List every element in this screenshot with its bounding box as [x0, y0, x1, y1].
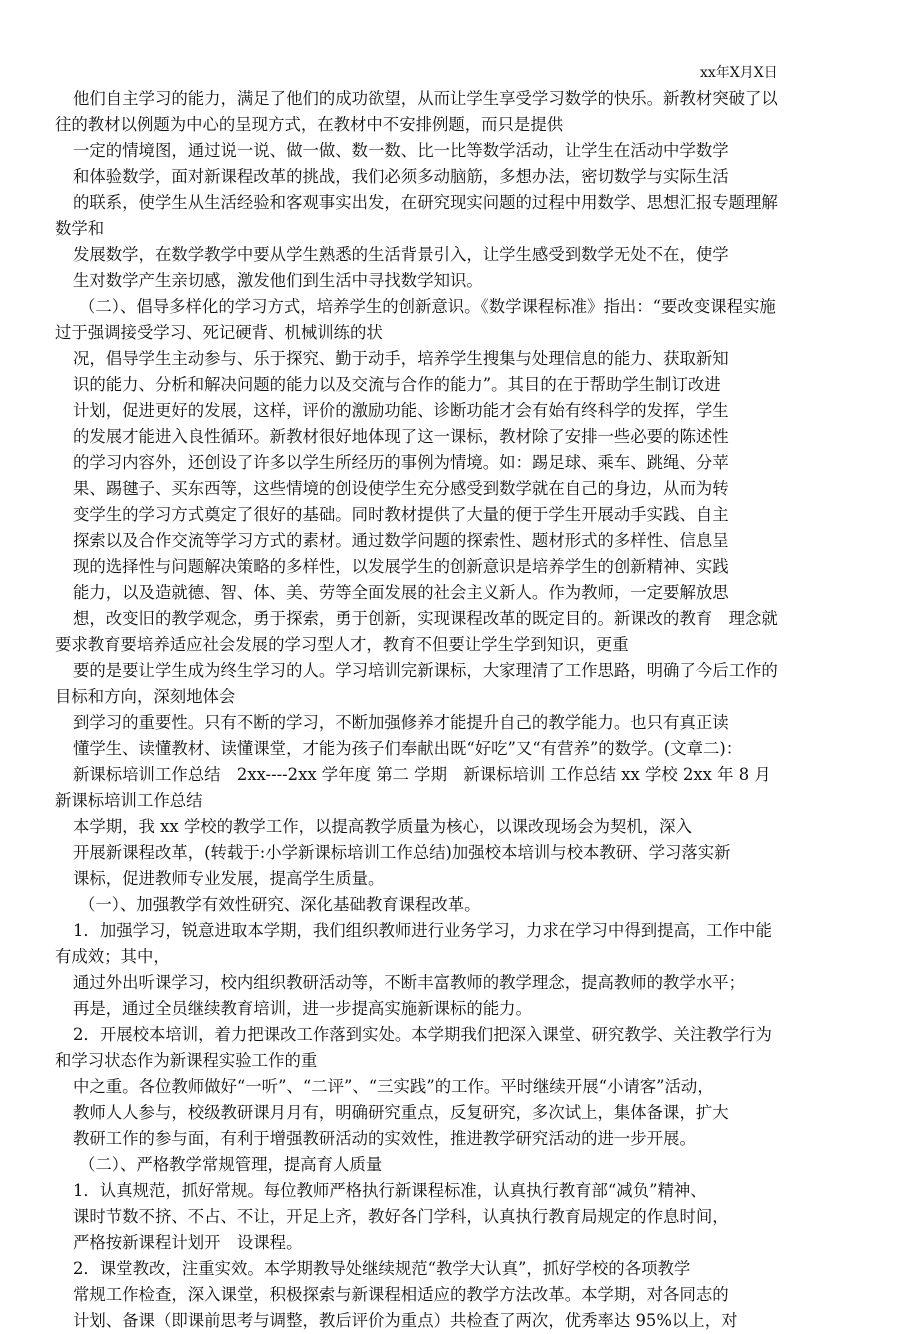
text-line: 中之重。各位教师做好“一听”、“二评”、“三实践”的工作。平时继续开展“小请客”活动，: [73, 1077, 714, 1096]
text-line: 常规工作检查，深入课堂，积极探索与新课程相适应的教学方法改革。本学期，对各同志的: [73, 1285, 729, 1304]
text-line: 和学习状态作为新课程实验工作的重: [55, 1051, 318, 1070]
text-line: 数学和: [55, 219, 105, 238]
text-line: 1．加强学习，锐意进取本学期，我们组织教师进行业务学习，力求在学习中得到提高，工作中能: [73, 921, 772, 940]
text-line: 探索以及合作交流等学习方式的素材。通过数学问题的探索性、题材形式的多样性、信息呈: [73, 531, 729, 550]
text-line: 他们自主学习的能力，满足了他们的成功欲望，从而让学生享受学习数学的快乐。新教材突破了以: [73, 89, 778, 108]
text-line: 计划、备课（即课前思考与调整，教后评价为重点）共检查了两次，优秀率达 95%以上，对: [73, 1311, 738, 1330]
text-line: 有成效；其中，: [55, 947, 170, 966]
text-line: （一）、加强教学有效性研究、深化基础教育课程改革。: [79, 895, 481, 914]
text-line: 和体验数学，面对新课程改革的挑战，我们必须多动脑筋，多想办法，密切数学与实际生活: [73, 167, 729, 186]
text-line: 新课标培训工作总结: [55, 791, 203, 810]
text-line: 到学习的重要性。只有不断的学习，不断加强修养才能提升自己的教学能力。也只有真正读: [73, 713, 729, 732]
text-line: 一定的情境图，通过说一说、做一做、数一数、比一比等数学活动，让学生在活动中学数学: [73, 141, 729, 160]
text-line: 现的选择性与问题解决策略的多样性，以发展学生的创新意识是培养学生的创新精神、实践: [73, 557, 729, 576]
text-line: （二）、倡导多样化的学习方式，培养学生的创新意识。《数学课程标准》指出：“要改变课程实施: [79, 297, 776, 316]
text-line: 教研工作的参与面，有利于增强教研活动的实效性，推进教学研究活动的进一步开展。: [73, 1129, 696, 1148]
text-line: 识的能力、分析和解决问题的能力以及交流与合作的能力”。其目的在于帮助学生制订改进: [73, 375, 721, 394]
header-date: xx年X月X日: [700, 65, 778, 81]
document-body: [55, 86, 885, 1334]
text-line: 新课标培训工作总结 2xx----2xx 学年度 第二 学期 新课标培训 工作总结 xx 学校 2xx 年 8 月: [73, 765, 771, 784]
text-line: 的学习内容外，还创设了许多以学生所经历的事例为情境。如：踢足球、乘车、跳绳、分苹: [73, 453, 729, 472]
text-line: 要的是要让学生成为终生学习的人。学习培训完新课标，大家理清了工作思路，明确了今后工作的: [73, 661, 778, 680]
text-line: 目标和方向，深刻地体会: [55, 687, 236, 706]
text-line: 果、踢毽子、买东西等，这些情境的创设使学生充分感受到数学就在自己的身边，从而为转: [73, 479, 729, 498]
text-line: 开展新课程改革，(转载于:小学新课标培训工作总结)加强校本培训与校本教研、学习落实新: [73, 843, 731, 862]
text-line: 再是，通过全员继续教育培训，进一步提高实施新课标的能力。: [73, 999, 532, 1018]
text-line: 况，倡导学生主动参与、乐于探究、勤于动手，培养学生搜集与处理信息的能力、获取新知: [73, 349, 729, 368]
text-line: 过于强调接受学习、死记硬背、机械训练的状: [55, 323, 383, 342]
text-line: 2．开展校本培训，着力把课改工作落到实处。本学期我们把深入课堂、研究教学、关注教学行为: [73, 1025, 772, 1044]
text-line: 严格按新课程计划开 设课程。: [73, 1233, 303, 1252]
text-line: 课时节数不挤、不占、不让，开足上齐，教好各门学科，认真执行教育局规定的作息时间，: [73, 1207, 729, 1226]
text-line: 懂学生、读懂教材、读懂课堂，才能为孩子们奉献出既“好吃”又“有营养”的数学。(文章二)：: [73, 739, 743, 758]
text-line: 变学生的学习方式奠定了很好的基础。同时教材提供了大量的便于学生开展动手实践、自主: [73, 505, 729, 524]
text-line: 的联系，使学生从生活经验和客观事实出发，在研究现实问题的过程中用数学、思想汇报专题理解: [73, 193, 778, 212]
text-line: 2．课堂教改，注重实效。本学期教导处继续规范“教学大认真”，抓好学校的各项教学: [73, 1259, 691, 1278]
text-line: 生对数学产生亲切感，激发他们到生活中寻找数学知识。: [73, 271, 483, 290]
text-line: 发展数学，在数学教学中要从学生熟悉的生活背景引入，让学生感受到数学无处不在，使学: [73, 245, 729, 264]
text-line: 1．认真规范，抓好常规。每位教师严格执行新课程标准，认真执行教育部“减负”精神、: [73, 1181, 707, 1200]
text-line: 通过外出听课学习，校内组织教研活动等，不断丰富教师的教学理念，提高教师的教学水平；: [73, 973, 746, 992]
text-line: 计划，促进更好的发展，这样，评价的激励功能、诊断功能才会有始有终科学的发挥，学生: [73, 401, 729, 420]
text-line: 要求教育要培养适应社会发展的学习型人才，教育不但要让学生学到知识，更重: [55, 635, 629, 654]
text-line: 课标，促进教师专业发展，提高学生质量。: [73, 869, 385, 888]
text-line: 能力，以及造就德、智、体、美、劳等全面发展的社会主义新人。作为教师，一定要解放思: [73, 583, 729, 602]
text-line: 本学期，我 xx 学校的教学工作，以提高教学质量为核心，以课改现场会为契机，深入: [73, 817, 692, 836]
text-line: 往的教材以例题为中心的呈现方式，在教材中不安排例题，而只是提供: [55, 115, 564, 134]
text-line: （二）、严格教学常规管理，提高育人质量: [79, 1155, 383, 1174]
text-line: 教师人人参与，校级教研课月月有，明确研究重点，反复研究，多次试上，集体备课，扩大: [73, 1103, 729, 1122]
text-line: 想，改变旧的教学观念，勇于探索，勇于创新，实现课程改革的既定目的。新课改的教育 理念就: [73, 609, 778, 628]
text-line: 的发展才能进入良性循环。新教材很好地体现了这一课标，教材除了安排一些必要的陈述性: [73, 427, 729, 446]
